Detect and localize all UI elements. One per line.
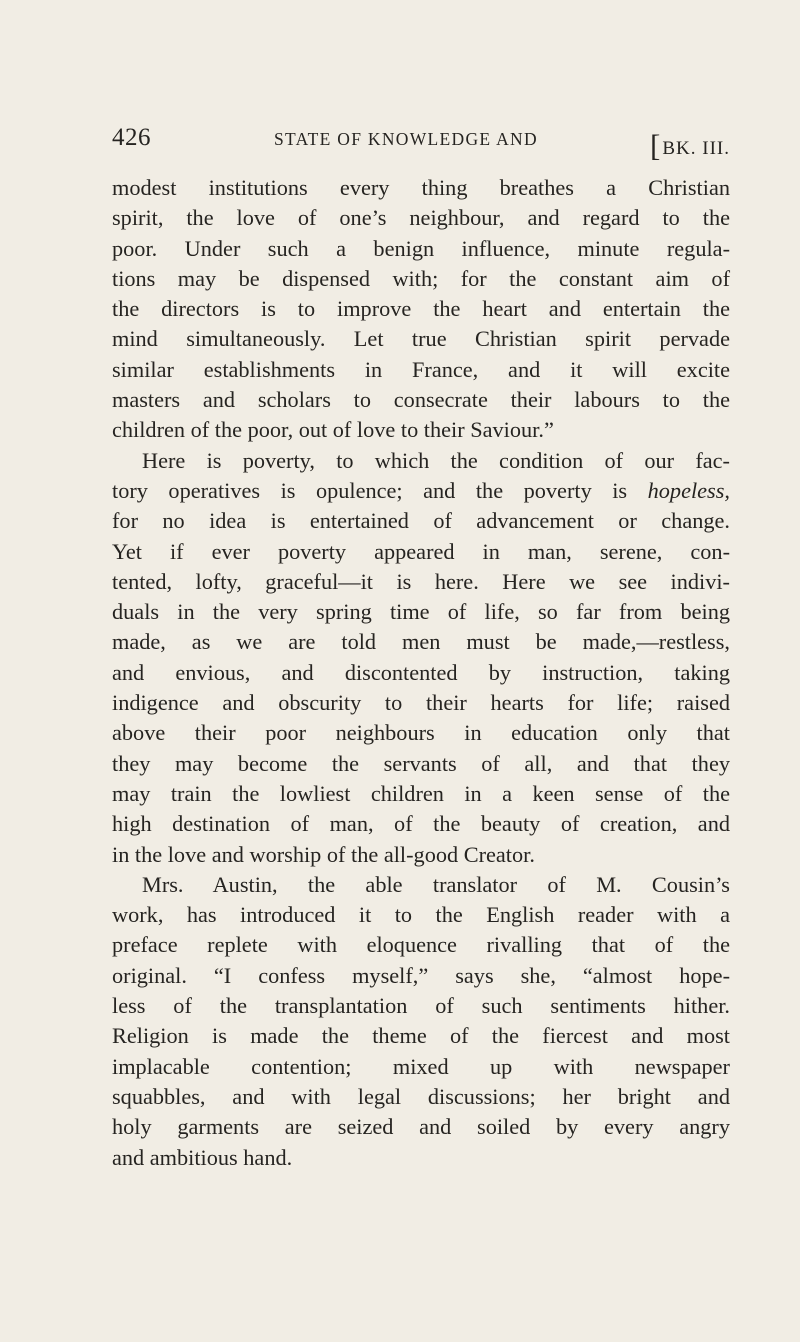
text-line: made, as we are told men must be made,—restless, xyxy=(112,629,730,655)
italic-word: hopeless, xyxy=(647,477,730,503)
text-line: holy garments are seized and soiled by every angry xyxy=(112,1114,730,1140)
text-line: poor. Under such a benign influence, minute regula- xyxy=(112,235,730,261)
text-line-segment: tory operatives is opulence; and the poverty is xyxy=(112,477,628,503)
text-line: high destination of man, of the beauty of creation, and xyxy=(112,811,730,837)
book-reference-label: BK. III. xyxy=(662,138,730,159)
book-bracket: [ xyxy=(650,128,662,163)
text-line: tented, lofty, graceful—it is here. Here we see indivi- xyxy=(112,568,730,594)
text-line: original. “I confess myself,” says she, “almost hope- xyxy=(112,962,730,988)
text-line: may train the lowliest children in a keen sense of the xyxy=(112,780,730,806)
text-line: mind simultaneously. Let true Christian spirit pervade xyxy=(112,326,730,352)
running-title: STATE OF KNOWLEDGE AND xyxy=(274,129,538,149)
text-line: tions may be dispensed with; for the constant aim of xyxy=(112,265,730,291)
text-line: in the love and worship of the all-good Creator. xyxy=(112,841,535,867)
text-line: similar establishments in France, and it will excite xyxy=(112,356,730,382)
text-line: less of the transplantation of such sentiments hither. xyxy=(112,993,730,1019)
text-line: preface replete with eloquence rivalling that of the xyxy=(112,932,730,958)
text-line: Yet if ever poverty appeared in man, serene, con- xyxy=(112,538,730,564)
text-line: masters and scholars to consecrate their labours to the xyxy=(112,387,730,413)
text-line: indigence and obscurity to their hearts for life; raised xyxy=(112,690,730,716)
text-line: the directors is to improve the heart and entertain the xyxy=(112,296,730,322)
text-line: for no idea is entertained of advancement or change. xyxy=(112,508,730,534)
text-line: squabbles, and with legal discussions; her bright and xyxy=(112,1083,730,1109)
book-reference xyxy=(650,126,730,162)
text-line: children of the poor, out of love to their Saviour.” xyxy=(112,417,554,443)
text-line: modest institutions every thing breathes a Christian xyxy=(112,175,730,200)
text-line: spirit, the love of one’s neighbour, and regard to the xyxy=(112,205,730,231)
text-line: and envious, and discontented by instruction, taking xyxy=(112,659,730,685)
text-line: Here is poverty, to which the condition of our fac- xyxy=(142,447,730,473)
text-line: they may become the servants of all, and that they xyxy=(112,750,730,776)
text-line: work, has introduced it to the English reader with a xyxy=(112,902,730,928)
text-line: above their poor neighbours in education only that xyxy=(112,720,730,746)
page-number: 426 xyxy=(112,124,151,151)
text-line: Mrs. Austin, the able translator of M. Cousin’s xyxy=(142,871,730,897)
page-header xyxy=(112,124,730,163)
text-line: duals in the very spring time of life, so far from being xyxy=(112,599,730,625)
text-line: implacable contention; mixed up with newspaper xyxy=(112,1053,730,1079)
text-line: and ambitious hand. xyxy=(112,1144,293,1170)
text-line: Religion is made the theme of the fiercest and most xyxy=(112,1023,730,1049)
text-line xyxy=(112,476,730,506)
body-text xyxy=(112,173,730,1173)
